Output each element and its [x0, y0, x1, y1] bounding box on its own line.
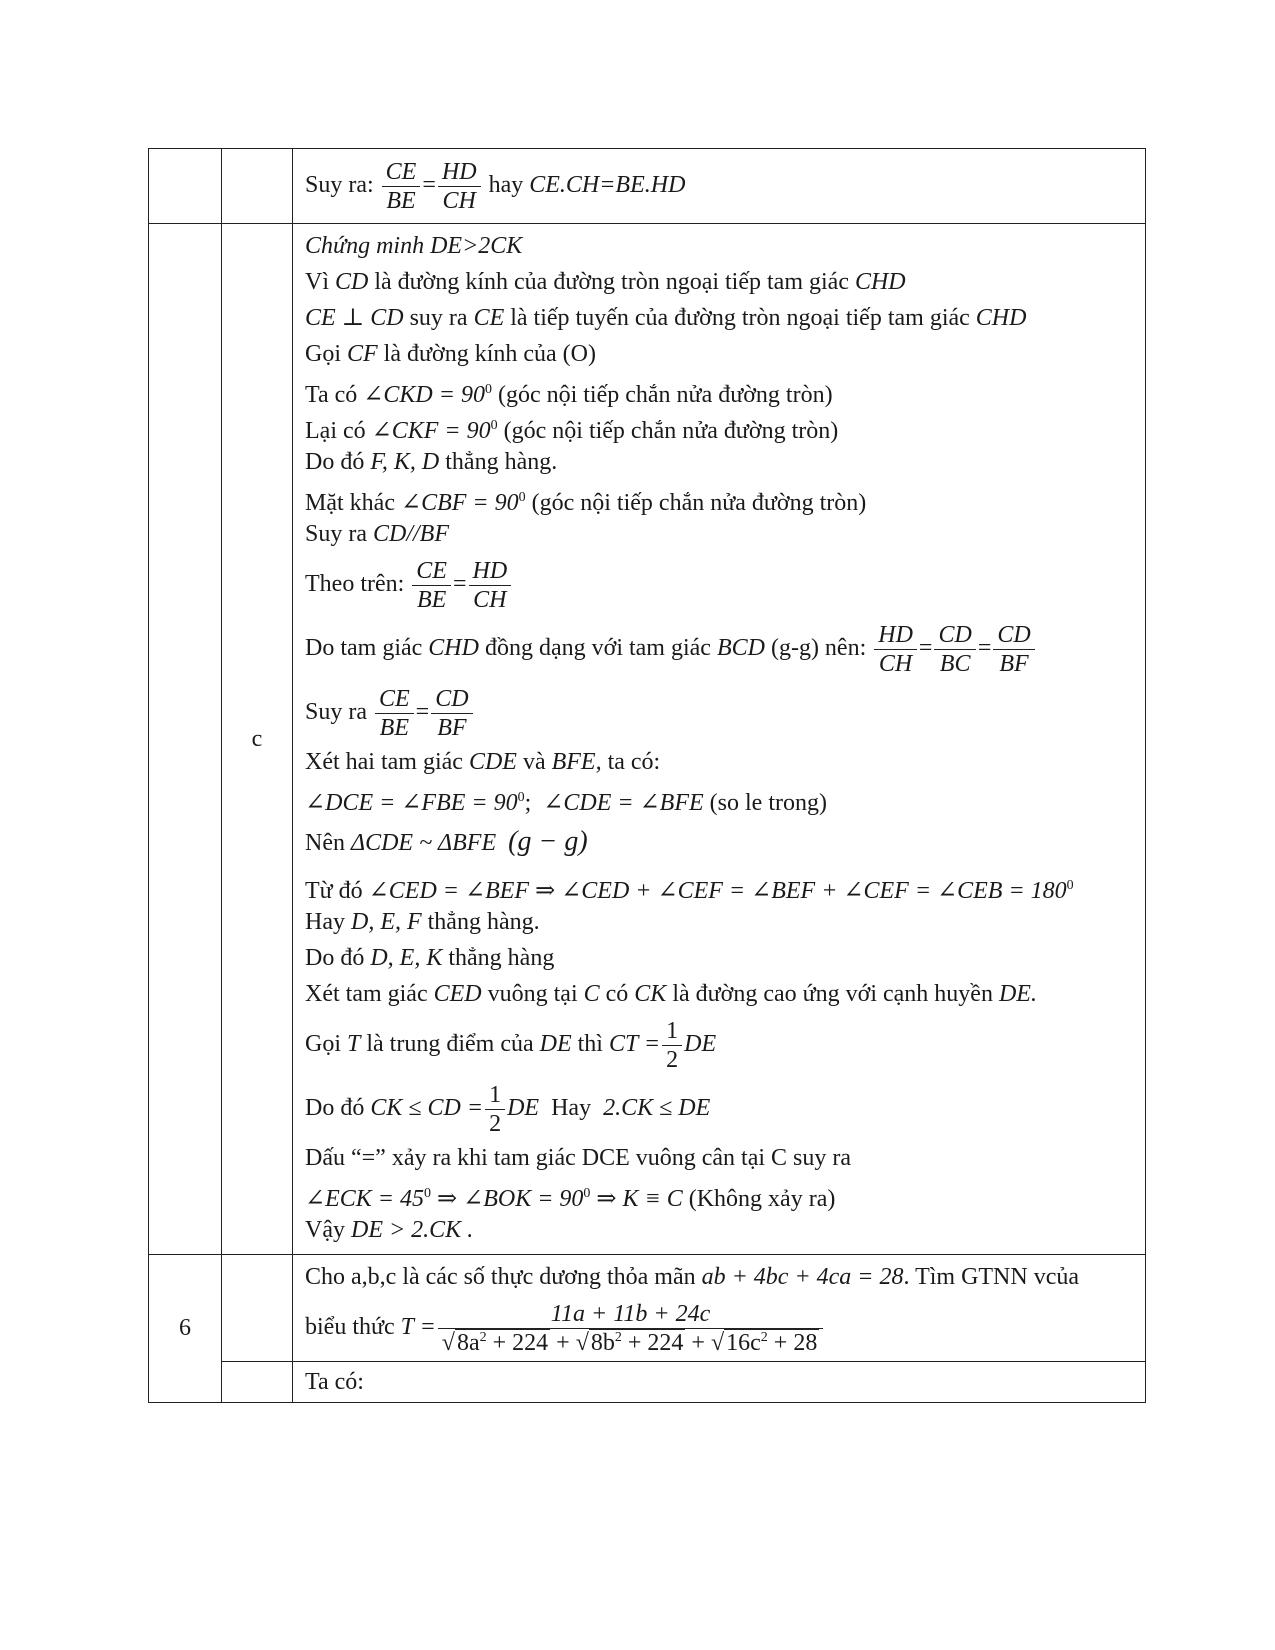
proof-line: Xét tam giác CED vuông tại C có CK là đường cao ứng với cạnh huyền DE.: [305, 981, 1037, 1007]
table-row: [149, 1362, 1146, 1403]
question-line: biểu thức T = $\frac{11a + 11b + 24c}{√8a^2 + 224 + √8b^2 + 224 + √16c^2 + 28}$: [305, 1295, 1135, 1359]
proof-heading: Chứng minh DE>2CK: [305, 233, 523, 259]
proof-line: Do tam giác CHD đồng dạng với tam giác BCD (g-g) nên: $\frac{HD}{CH}$ = $\frac{CD}{BC}$ = $\frac{CD}{BF}$: [305, 616, 1135, 680]
question-number-6: 6: [149, 1255, 222, 1403]
fraction: $\frac{11a + 11b + 24c}{√8a^2 + 224 + √8b^2 + 224 + √16c^2 + 28}$: [438, 1300, 824, 1357]
question-number-cell: [149, 224, 222, 1255]
proof-line: ∠DCE = ∠FBE = $90^0$; ∠CDE = ∠BFE (so le trong): [305, 790, 827, 816]
proof-line: Lại có ∠CKF = $90^0$ (góc nội tiếp chắn nửa đường tròn): [305, 418, 839, 444]
proof-line: Vì CD là đường kính của đường tròn ngoại tiếp tam giác CHD: [305, 269, 906, 295]
proof-line: Mặt khác ∠CBF = $90^0$ (góc nội tiếp chắn nửa đường tròn): [305, 490, 867, 516]
proof-line: Từ đó ∠CED = ∠BEF ⇒ ∠CED + ∠CEF = ∠BEF + ∠CEF = ∠CEB = $180^0$: [305, 878, 1074, 904]
proof-line: Gọi CF là đường kính của (O): [305, 341, 596, 367]
proof-line: Do đó D, E, K thẳng hàng: [305, 945, 555, 971]
proof-line: Hay D, E, F thẳng hàng.: [305, 909, 540, 935]
answer-cell: [293, 1362, 1146, 1403]
question-line: Cho a,b,c là các số thực dương thỏa mãn ab + 4bc + 4ca = 28. Tìm GTNN vcủa: [305, 1264, 1080, 1290]
proof-line: ∠ECK = $45^0$ ⇒ ∠BOK = $90^0$ ⇒ K ≡ C (Không xảy ra): [305, 1186, 836, 1212]
proof-line: Vậy DE > 2.CK .: [305, 1217, 474, 1243]
fraction: $\frac{CD}{BC}$: [934, 621, 975, 678]
answer-cell: [293, 224, 1146, 1255]
part-label-c: c: [222, 224, 293, 1255]
proof-line: CE ⊥ CD suy ra CE là tiếp tuyến của đường tròn ngoại tiếp tam giác CHD: [305, 305, 1027, 331]
fraction: $\frac{HD}{CH}$: [438, 158, 481, 215]
solution-table: [148, 148, 1146, 1403]
answer-cell: [293, 149, 1146, 224]
fraction: $\frac{HD}{CH}$: [874, 621, 917, 678]
table-row: [149, 1255, 1146, 1362]
fraction: $\frac{CD}{BF}$: [431, 685, 472, 742]
table-row: [149, 149, 1146, 224]
fraction: $\frac{1}{2}$: [485, 1081, 505, 1138]
proof-line: Gọi T là trung điểm của DE thì CT = $\frac{1}{2}$ DE: [305, 1017, 717, 1073]
question-cell: [293, 1255, 1146, 1362]
table-row: [149, 224, 1146, 1255]
fraction: $\frac{1}{2}$: [662, 1017, 682, 1074]
proof-line: Xét hai tam giác CDE và BFE, ta có:: [305, 749, 661, 775]
proof-line: Suy ra CD//BF: [305, 521, 449, 547]
sqrt-icon: √: [441, 1329, 455, 1356]
sqrt-icon: √: [710, 1329, 725, 1356]
part-label-cell: [222, 1255, 293, 1362]
proof-line: Do đó CK ≤ CD = $\frac{1}{2}$ DE Hay 2.CK ≤ DE: [305, 1081, 711, 1137]
proof-line: Theo trên: $\frac{CE}{BE}$ = $\frac{HD}{CH}$: [305, 552, 1135, 616]
fraction: $\frac{CD}{BF}$: [993, 621, 1034, 678]
fraction: $\frac{HD}{CH}$: [469, 557, 512, 614]
part-label-cell: [222, 149, 293, 224]
proof-line: Suy ra $\frac{CE}{BE}$ = $\frac{CD}{BF}$: [305, 680, 1135, 744]
part-label-cell: [222, 1362, 293, 1403]
proof-line: Nên ΔCDE ~ ΔBFE (g − g): [305, 826, 588, 857]
question-number-cell: [149, 149, 222, 224]
fraction: $\frac{CE}{BE}$: [412, 557, 451, 614]
derivation-line: Suy ra: $\frac{CE}{BE}$ = $\frac{HD}{CH}$ hay CE.CH=BE.HD: [305, 158, 686, 214]
fraction: $\frac{CE}{BE}$: [382, 158, 421, 215]
proof-line: Dấu “=” xảy ra khi tam giác DCE vuông cân tại C suy ra: [305, 1145, 852, 1171]
sqrt-icon: √: [575, 1329, 589, 1356]
answer-line: Ta có:: [305, 1369, 364, 1395]
proof-line: Ta có ∠CKD = $90^0$ (góc nội tiếp chắn nửa đường tròn): [305, 382, 833, 408]
fraction: $\frac{CE}{BE}$: [375, 685, 414, 742]
proof-line: Do đó F, K, D thẳng hàng.: [305, 449, 558, 475]
